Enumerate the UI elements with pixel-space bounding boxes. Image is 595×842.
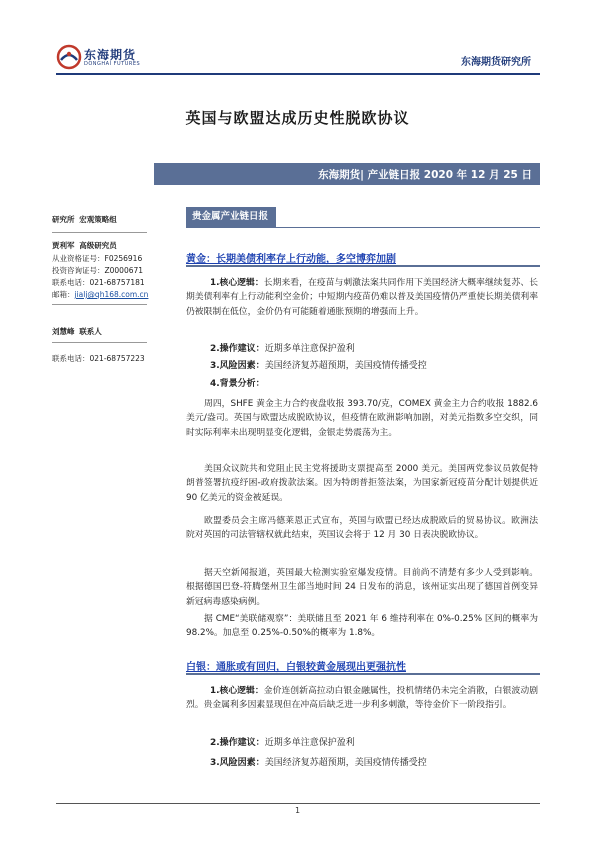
analyst-qualification: 从业资格证号：F0256916 [52, 254, 143, 263]
contact-heading [52, 326, 102, 337]
silver-risk-text: 美国经济复苏超预期，美国疫情传播受控 [264, 758, 427, 768]
company-logo [56, 44, 176, 72]
analyst-heading [52, 240, 117, 251]
email-label: 邮箱： [52, 290, 75, 299]
team-label: 研究所 [52, 215, 75, 224]
gold-paragraph-4: 据天空新闻报道，英国最大检测实验室爆发疫情。目前尚不清楚有多少人受到影响。根据德国巴登-符腾堡州卫生部当地时间 24 日发布的消息，该州证实出现了德国首例变异新冠病毒感染病例。 [186, 568, 538, 607]
contact-name: 刘慧峰 [52, 327, 75, 336]
analyst-email-row [52, 289, 148, 300]
silver-advice [210, 735, 355, 748]
gold-background [210, 376, 265, 389]
report-title: 英国与欧盟达成历史性脱欧协议 [185, 109, 410, 127]
donghai-logo-icon [56, 44, 82, 70]
analyst-name: 贾利军 [52, 241, 75, 250]
gold-risk [210, 358, 427, 371]
institute-name: 东海期货研究所 [461, 57, 531, 68]
contact-phone: 联系电话：021-68757223 [52, 354, 145, 363]
report-banner [154, 163, 540, 185]
analyst-title: 高级研究员 [79, 241, 117, 250]
gold-logic-text: 长期来看，在疫苗与刺激法案共同作用下美国经济大概率继续复苏、长期美债利率有上行动能利空金价；中短期内疫苗仍难以普及美国疫情仍严重使长期美债利率仍被限制在低位，金价仍有可能随着通胀预期的增强而上升。 [186, 278, 538, 317]
silver-core-logic [186, 684, 538, 713]
analyst-phone: 联系电话：021-68757181 [52, 278, 145, 287]
gold-paragraph-5: 据 CME“美联储观察”：美联储且至 2021 年 6 维持利率在 0%-0.25% 区间的概率为 98.2%。加息至 0.25%-0.50%的概率为 1.8%。 [186, 614, 538, 639]
team-name: 宏观策略组 [79, 215, 117, 224]
sidebar-team [52, 214, 117, 225]
page-number: 1 [294, 806, 301, 815]
gold-logic-label: 1.核心逻辑： [210, 278, 264, 288]
gold-paragraph-1: 周四，SHFE 黄金主力合约夜盘收报 393.70/克，COMEX 黄金主力合约收报 1882.6 美元/盎司。英国与欧盟达成脱欧协议，但疫情在欧洲影响加剧，对美元指数多空交织，同时实际利率未出现明显变化逻辑，金银走势震荡为主。 [186, 399, 538, 438]
header-divider [56, 73, 540, 75]
gold-core-logic [186, 276, 538, 319]
logo-text-en: DONGHAI FUTURES [84, 61, 141, 67]
gold-heading: 黄金：长期美债利率存上行动能，多空博弈加剧 [186, 254, 396, 265]
sidebar-divider-2 [52, 304, 147, 305]
gold-advice-label: 2.操作建议： [210, 344, 265, 354]
banner-text: 东海期货| 产业链日报 2020 年 12 月 25 日 [318, 169, 532, 181]
gold-bg-label: 4.背景分析： [210, 379, 265, 389]
silver-advice-text: 近期多单注意保护盈利 [264, 738, 355, 748]
sidebar-divider [52, 232, 147, 233]
contact-title: 联系人 [79, 327, 102, 336]
silver-heading: 白银：通胀或有回归，白银较黄金展现出更强抗性 [186, 662, 406, 673]
gold-heading-rule [186, 265, 540, 267]
section-tab: 贵金属产业链日报 [186, 207, 276, 227]
gold-paragraph-2: 美国众议院共和党阻止民主党将援助支票提高至 2000 美元。美国两党参议员敦促特朗普签署抗疫纾困-政府拨款法案。因为特朗普拒签法案，为国家新冠疫苗分配计划提供近 90 亿美元的资金被延误。 [186, 464, 538, 503]
silver-advice-label: 2.操作建议： [210, 738, 265, 748]
silver-risk [210, 755, 427, 768]
silver-risk-label: 3.风险因素： [210, 758, 265, 768]
sidebar-divider-3 [52, 342, 147, 343]
silver-heading-rule [186, 673, 540, 675]
footer-divider [56, 803, 540, 804]
gold-risk-text: 美国经济复苏超预期，美国疫情传播受控 [264, 361, 427, 371]
silver-logic-text: 金价连创新高拉动白银金融属性，投机情绪仍未完全消散，白银波动剧烈。贵金属利多因素显现但在冲高后缺乏进一步利多刺激，等待金价下一阶段指引。 [186, 686, 538, 711]
silver-logic-label: 1.核心逻辑： [210, 686, 264, 696]
gold-risk-label: 3.风险因素： [210, 361, 265, 371]
logo-text-cn: 东海期货 [84, 48, 137, 62]
gold-advice-text: 近期多单注意保护盈利 [264, 344, 355, 354]
analyst-email-link[interactable]: jialj@qh168.com.cn [74, 290, 149, 299]
gold-advice [210, 341, 355, 354]
section-divider [186, 227, 540, 228]
analyst-advisory-cert: 投资咨询证号：Z0000671 [52, 266, 144, 275]
gold-paragraph-3: 欧盟委员会主席冯德莱恩正式宣布，英国与欧盟已经达成脱欧后的贸易协议。欧洲法院对英国的司法管辖权就此结束，英国议会将于 12 月 30 日表决脱欧协议。 [186, 516, 538, 541]
